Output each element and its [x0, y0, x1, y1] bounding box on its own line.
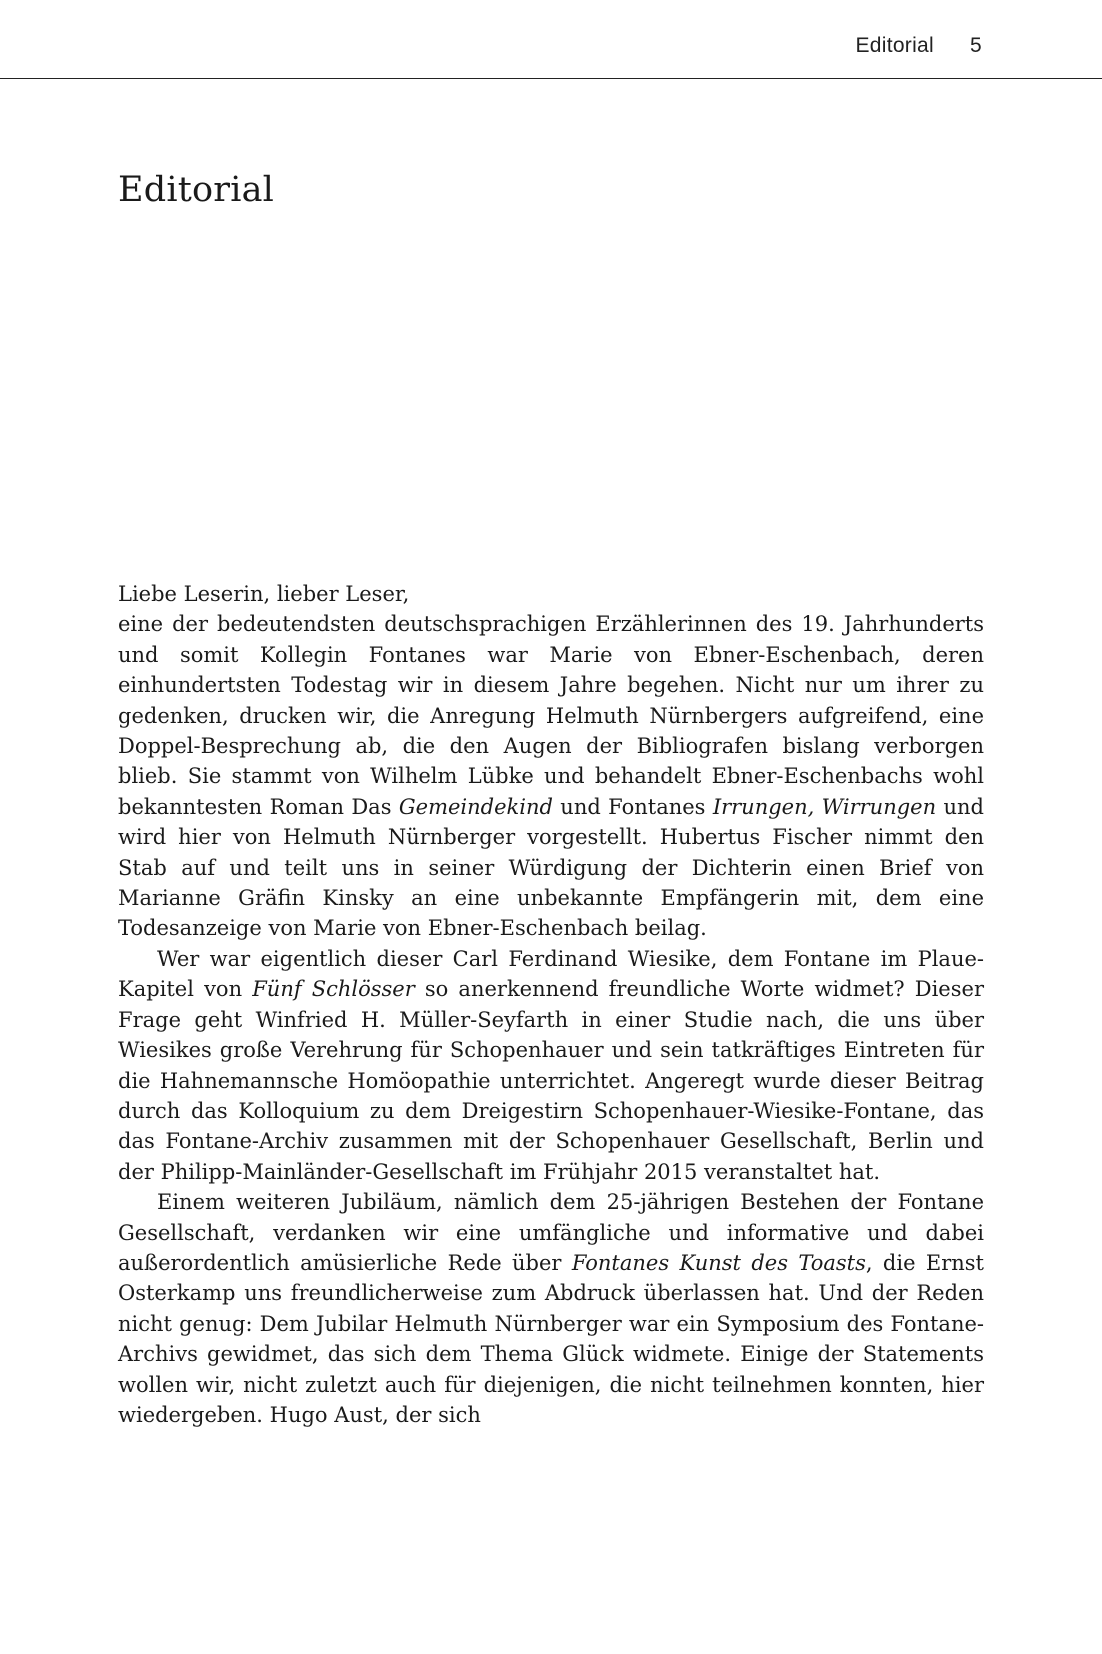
paragraph-1-text-c: und wird hier von Helmuth Nürnberger vorgestellt. Hubertus Fischer nimmt den Stab auf und teilt uns in seiner Würdigung der Dichterin einen Brief von Marianne Gräfin Kinsky an eine unbekannte Empfängerin mit, dem eine Todesanzeige von Marie von Ebner-Eschenbach beilag. — [118, 794, 984, 941]
paragraph-3 — [118, 1187, 984, 1430]
paragraph-1-italic-title-2: Irrungen, Wirrungen — [712, 794, 937, 819]
body-text — [118, 579, 984, 1430]
header-rule — [0, 78, 1102, 79]
paragraph-1-text-a: eine der bedeutendsten deutschsprachigen Erzählerinnen des 19. Jahrhunderts und somit Kollegin Fontanes war Marie von Ebner-Eschenbach, deren einhundertsten Todestag wir in diesem Jahre begehen. Nicht nur um ihrer zu gedenken, drucken wir, die Anregung Helmuth Nürnbergers aufgreifend, eine Doppel-Besprechung ab, die den Augen der Bibliografen bislang verborgen blieb. Sie stammt von Wilhelm Lübke und behandelt Ebner-Eschenbachs wohl bekanntesten Roman Das — [118, 612, 984, 819]
page-number: 5 — [970, 34, 982, 57]
salutation: Liebe Leserin, lieber Leser, — [118, 582, 410, 606]
paragraph-3-text-b: , die Ernst Osterkamp uns freundlicherweise zum Abdruck überlassen hat. Und der Reden nicht genug: Dem Jubilar Helmuth Nürnberger war ein Symposium des Fontane-Archivs gewidmet, das sich dem Thema Glück widmete. Einige der Statements wollen wir, nicht zuletzt auch für diejenigen, die nicht teilnehmen konnten, hier wiedergeben. Hugo Aust, der sich — [118, 1250, 984, 1427]
paragraph-2-text-a: Wer war eigentlich dieser Carl Ferdinand Wiesike, dem Fontane im Plaue-Kapitel von — [118, 946, 984, 1002]
paragraph-2-italic-title-1: Fünf Schlösser — [252, 977, 415, 1002]
paragraph-3-text-a: Einem weiteren Jubiläum, nämlich dem 25-jährigen Bestehen der Fontane Gesellschaft, verdanken wir eine umfängliche und informative und dabei außerordentlich amüsierliche Rede über — [118, 1190, 984, 1275]
paragraph-2 — [118, 944, 984, 1187]
paragraph-1-italic-title-1: Gemeindekind — [398, 794, 553, 819]
paragraph-1-text-b: und Fontanes — [552, 794, 713, 819]
paragraph-1 — [118, 609, 984, 943]
paragraph-3-italic-title-1: Fontanes Kunst des Toasts — [571, 1250, 866, 1275]
chapter-title: Editorial — [118, 170, 275, 210]
paragraph-2-text-b: so anerkennend freundliche Worte widmet? Dieser Frage geht Winfried H. Müller-Seyfarth in einer Studie nach, die uns über Wiesikes große Verehrung für Schopenhauer und sein tatkräftiges Eintreten für die Hahnemannsche Homöopathie unterrichtet. Angeregt wurde dieser Beitrag durch das Kolloquium zu dem Dreigestirn Schopenhauer-Wiesike-Fontane, das das Fontane-Archiv zusammen mit der Schopenhauer Gesellschaft, Berlin und der Philipp-Mainländer-Gesellschaft im Frühjahr 2015 veranstaltet hat. — [118, 977, 984, 1184]
running-head-section: Editorial — [855, 34, 935, 57]
running-head — [855, 34, 982, 58]
